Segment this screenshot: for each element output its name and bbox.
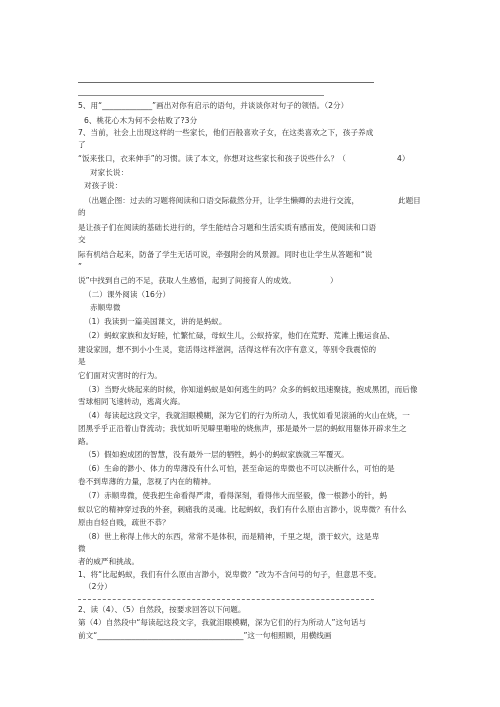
answer-line: [78, 599, 374, 600]
design-note-line-1-tail: 此题目: [398, 196, 421, 205]
paragraph-2-line-1: （2）蚂蚁家族和友好睦，忙繁忙碌，母蚁生儿，公蚁持家，他们在荒野、荒滩上搬运食品、: [84, 331, 395, 340]
design-note-line-3: 是让孩子们在阅读的基础长进行的，学生能结合习题和生活实质有感而发，使阅读和口语: [78, 223, 377, 232]
exercise-1-line-1: 1、将“比起蚂蚁，我们有什么原由言渺小，说卑微？”改为不含问号的句子，但意思不变。: [78, 570, 382, 579]
paragraph-7-line-3: 原由自轻自贱，疏世不恭？: [78, 518, 170, 527]
exercise-2-line-3: 前文“______________________________________”这一句相照顾，用横线画: [78, 631, 332, 640]
paragraph-4-line-3: 路。: [78, 437, 94, 446]
paragraph-4-line-1: （4）每读起这段文字，我就泪眼模糊，深为它们的行为所动人，我忧如看见滚涌的火山在烧，一: [84, 411, 410, 420]
question-7-line-2: 了: [78, 140, 86, 149]
question-5: 5、用“_____________”画出对你有启示的语句，并谈谈你对句子的领悟。（2分）: [78, 101, 349, 110]
exercise-1-line-2: （2分）: [84, 582, 112, 591]
design-note-line-7: 说”中找到自己的不足，获取人生感悟，起到了间接育人的成效。: [78, 276, 297, 285]
top-divider-short: [78, 95, 324, 96]
parent-prompt: 对家长说：: [90, 168, 129, 177]
question-7-line-3: “饭来张口，衣来伸手”的习惯。读了本文，你想对这些家长和孩子说些什么？（: [78, 154, 346, 163]
passage-title: 赤顺卑微: [90, 303, 121, 312]
top-divider: [78, 82, 374, 83]
paragraph-7-line-2: 蚁以它的精神穿过我的外套，刺痛我的灵魂。比起蚂蚁，我们有什么原由言渺小，说卑微？有什么: [78, 505, 407, 514]
paragraph-4-line-2: 团黑乎乎正沿着山脊流动；我忧如听见噼里啪啦的烧焦声，那是最外一层的蚂蚁用躯体开辟求生之: [78, 424, 407, 433]
paragraph-8-line-1: （8）世上称得上伟大的东西，常常不是体积，而是精神，千里之堤，溃于蚁穴，这是卑: [84, 532, 380, 541]
child-prompt: 对孩子说：: [84, 181, 123, 190]
exercise-2-line-1: 2、读（4）、（5）自然段，按要求回答以下问题。: [78, 605, 246, 614]
design-note-close: ）: [330, 276, 338, 285]
paragraph-6-line-2: 卷不到卑薄的力量，忽视了内在的精神。: [78, 477, 216, 486]
exercise-2-line-2: 第（4）自然段中“每读起这段文字，我就泪眼模糊，深为它们的行为所动人”这句话与: [78, 618, 367, 627]
design-note-line-1: （出题企图：过去的习题将阅读和口语交际截然分开，让学生懒卿的去进行交流，: [84, 196, 360, 205]
paragraph-3-line-2: 雪球相同飞速转动，逃离火海。: [78, 397, 186, 406]
design-note-line-5: 际有机结合起来，防备了学生无话可说，牵强附会的风景源。同时也让学生从答题和“说: [78, 250, 373, 259]
design-note-line-4: 交: [78, 235, 86, 244]
design-note-line-6: ”: [78, 262, 82, 271]
design-note-line-2: 的: [78, 208, 86, 217]
paragraph-2-line-3: 是: [78, 357, 86, 366]
paragraph-8-line-3: 者的威严和挑战。: [78, 557, 140, 566]
section-heading: （二）课外阅读（16分）: [84, 290, 171, 299]
question-7-line-1: 7、当前，社会上出现这样的一些家长，他们百般喜欢子女，在这类喜欢之下，孩子养成: [78, 128, 374, 137]
question-7-score: 4）: [397, 154, 410, 163]
paragraph-1: （1）我读到一篇美国课文，讲的是蚂蚁。: [84, 317, 227, 326]
paragraph-2-line-2: 建设家园，想不到小小生灵，竟活得这样滋润，活得这样有次序有意义，等别令我震惊的: [78, 345, 377, 354]
paragraph-6-line-1: （6）生命的渺小、体力的卑薄没有什么可怕，甚至命运的卑微也不可以决断什么，可怕的是: [84, 464, 395, 473]
paragraph-3-line-1: （3）当野火烧起来的时候，你知道蚂蚁是如何逃生的吗？众多的蚂蚁迅速聚拢，抱成黑团，而后像: [84, 385, 418, 394]
paragraph-5: （5）假如抱成团的智慧，没有最外一层的牺牲，蚂小的蚂蚁家族就三军覆灭。: [84, 450, 349, 459]
question-6: 6、桃花心木为何不会枯败了?3分: [84, 116, 198, 125]
paragraph-7-line-1: （7）赤顺卑微，使我把生命看得严肃，看得深刻，看得伟大而坚毅，像一根渺小的针，蚂: [84, 491, 387, 500]
paragraph-8-line-2: 微: [78, 544, 86, 553]
paragraph-2-line-4: 它们面对灾害时的行为。: [78, 371, 163, 380]
